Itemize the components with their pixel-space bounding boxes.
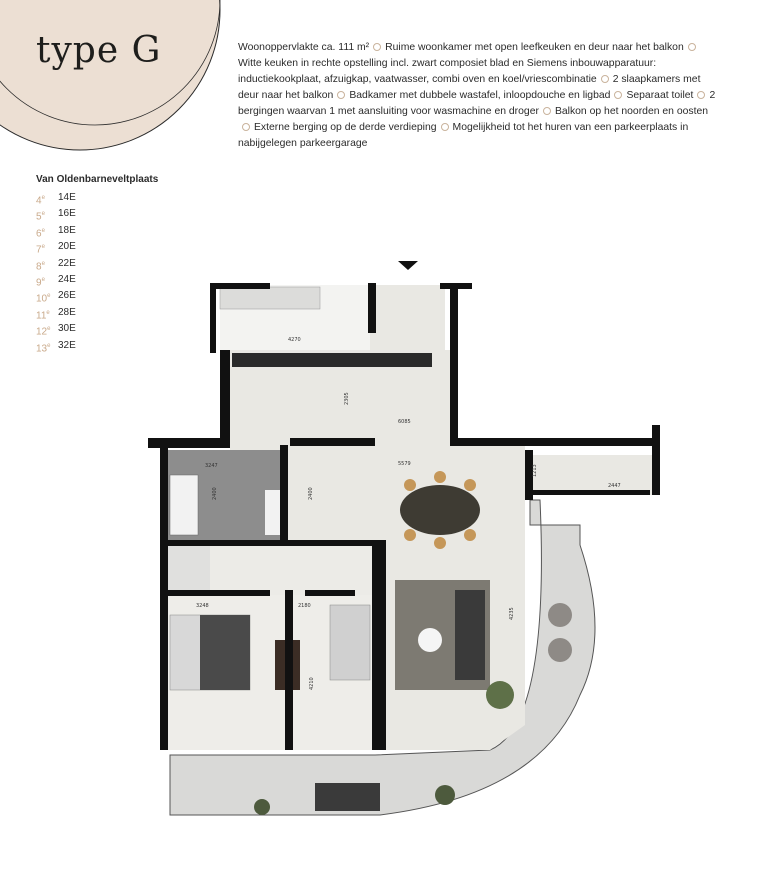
dimension-label: 4210 xyxy=(309,677,315,690)
house-number: 22E xyxy=(58,257,76,269)
plant xyxy=(486,681,514,709)
sofa xyxy=(455,590,485,680)
desc-item: Witte keuken in rechte opstelling incl. zwart composiet blad en Siemens inbouwapparatuur: inductiekookplaat, afzuigkap, vaatwasser, combi oven en koel/vriescombinatie xyxy=(238,58,657,85)
bullet-icon xyxy=(373,43,381,51)
floor-suffix: e xyxy=(41,195,45,201)
dimension-label: 6085 xyxy=(398,419,411,425)
bullet-icon xyxy=(614,91,622,99)
street-name: Van Oldenbarneveltplaats xyxy=(36,174,159,185)
desc-item: Externe berging op de derde verdieping xyxy=(254,122,437,133)
house-number: 28E xyxy=(58,306,76,318)
bullet-icon xyxy=(441,123,449,131)
dimension-label: 2180 xyxy=(298,603,311,609)
floor-number: 5 xyxy=(36,211,42,223)
desc-item: 2 slaapkamers met deur naar het balkon xyxy=(238,74,701,101)
desc-item: Mogelijkheid tot het huren van een parkeerplaats in nabijgelegen parkeergarage xyxy=(238,122,689,149)
type-title: type G xyxy=(36,30,162,71)
dining-chair xyxy=(404,529,416,541)
floor-number: 10 xyxy=(36,293,48,305)
description xyxy=(238,40,718,152)
dimension-label: 2305 xyxy=(344,392,350,405)
house-number: 16E xyxy=(58,208,76,220)
desc-item: Woonoppervlakte ca. 111 m² xyxy=(238,42,370,53)
floor-row xyxy=(36,338,76,354)
desc-item: Ruime woonkamer met open leefkeuken en deur naar het balkon xyxy=(385,42,684,53)
floor-row xyxy=(36,305,76,321)
desc-item: Balkon op het noorden en oosten xyxy=(554,106,709,117)
dining-chair xyxy=(464,479,476,491)
house-number: 32E xyxy=(58,339,76,351)
dimension-label: 5579 xyxy=(398,461,411,467)
floor-number: 8 xyxy=(36,260,42,272)
kitchen-cabinets xyxy=(220,287,320,309)
floor-suffix: e xyxy=(46,309,50,316)
entry-floor xyxy=(370,285,445,350)
dining-table xyxy=(400,485,480,535)
floor-row xyxy=(36,206,76,222)
bullet-icon xyxy=(337,91,345,99)
coffee-table xyxy=(418,628,442,652)
floor-number: 7 xyxy=(36,244,42,256)
desc-item: Separaat toilet xyxy=(626,90,694,101)
bullet-icon xyxy=(601,75,609,83)
floor-suffix: e xyxy=(47,326,51,333)
bullet-icon xyxy=(242,123,250,131)
floor-number: 11 xyxy=(36,310,47,322)
dimension-label: 2447 xyxy=(608,483,621,489)
plant xyxy=(254,799,270,815)
bullet-icon xyxy=(697,91,705,99)
dining-chair xyxy=(404,479,416,491)
bullet-icon xyxy=(543,107,551,115)
dimension-label: 1213 xyxy=(532,464,538,477)
dining-chair xyxy=(464,529,476,541)
house-number: 14E xyxy=(58,192,76,203)
floor-row xyxy=(36,321,76,337)
floor-suffix: e xyxy=(41,260,45,267)
bed xyxy=(330,605,370,680)
floor-suffix: e xyxy=(41,211,45,218)
floor-number: 6 xyxy=(36,228,42,240)
lounge-chair xyxy=(548,638,572,662)
desc-item: 2 bergingen waarvan 1 met aansluiting voor wasmachine en droger xyxy=(238,90,716,117)
floor-suffix: e xyxy=(41,227,45,234)
dimension-label: 3248 xyxy=(196,603,209,609)
house-number: 26E xyxy=(58,290,76,302)
dimension-label: 4235 xyxy=(509,607,515,620)
dimension-label: 2400 xyxy=(308,487,314,500)
plant xyxy=(435,785,455,805)
floor-row xyxy=(36,190,76,206)
dimension-label: 3247 xyxy=(205,463,218,469)
floor-row xyxy=(36,256,76,272)
floor-list xyxy=(36,190,76,354)
entrance-arrow-icon xyxy=(398,261,418,270)
desc-item: Badkamer met dubbele wastafel, inloopdouche en ligbad xyxy=(349,90,611,101)
floor-number: 9 xyxy=(36,277,42,289)
house-number: 18E xyxy=(58,224,76,236)
lounge-chair xyxy=(548,603,572,627)
bathtub xyxy=(170,475,198,535)
dining-chair xyxy=(434,471,446,483)
floor-suffix: e xyxy=(47,342,51,349)
floor-suffix: e xyxy=(47,293,51,300)
house-number: 30E xyxy=(58,323,76,335)
dining-chair xyxy=(434,537,446,549)
balcony-table xyxy=(315,783,380,811)
toilet-floor xyxy=(165,545,210,595)
house-number: 24E xyxy=(58,273,76,285)
floor-row xyxy=(36,272,76,288)
floor-row xyxy=(36,223,76,239)
floor-plan xyxy=(140,255,680,845)
decorative-circle xyxy=(0,0,230,160)
floor-row xyxy=(36,239,76,255)
floor-suffix: e xyxy=(41,276,45,283)
floor-number: 4 xyxy=(36,195,42,207)
shower xyxy=(265,490,280,535)
storage-floor xyxy=(528,455,653,495)
dimension-label: 2400 xyxy=(212,487,218,500)
house-number: 20E xyxy=(58,241,76,253)
bullet-icon xyxy=(688,43,696,51)
floor-number: 12 xyxy=(36,326,48,338)
floor-row xyxy=(36,288,76,304)
dimension-label: 4270 xyxy=(288,337,301,343)
floor-number: 13 xyxy=(36,342,48,354)
kitchen-counter xyxy=(232,353,432,367)
floor-suffix: e xyxy=(41,244,45,251)
bed-blanket xyxy=(200,615,250,690)
